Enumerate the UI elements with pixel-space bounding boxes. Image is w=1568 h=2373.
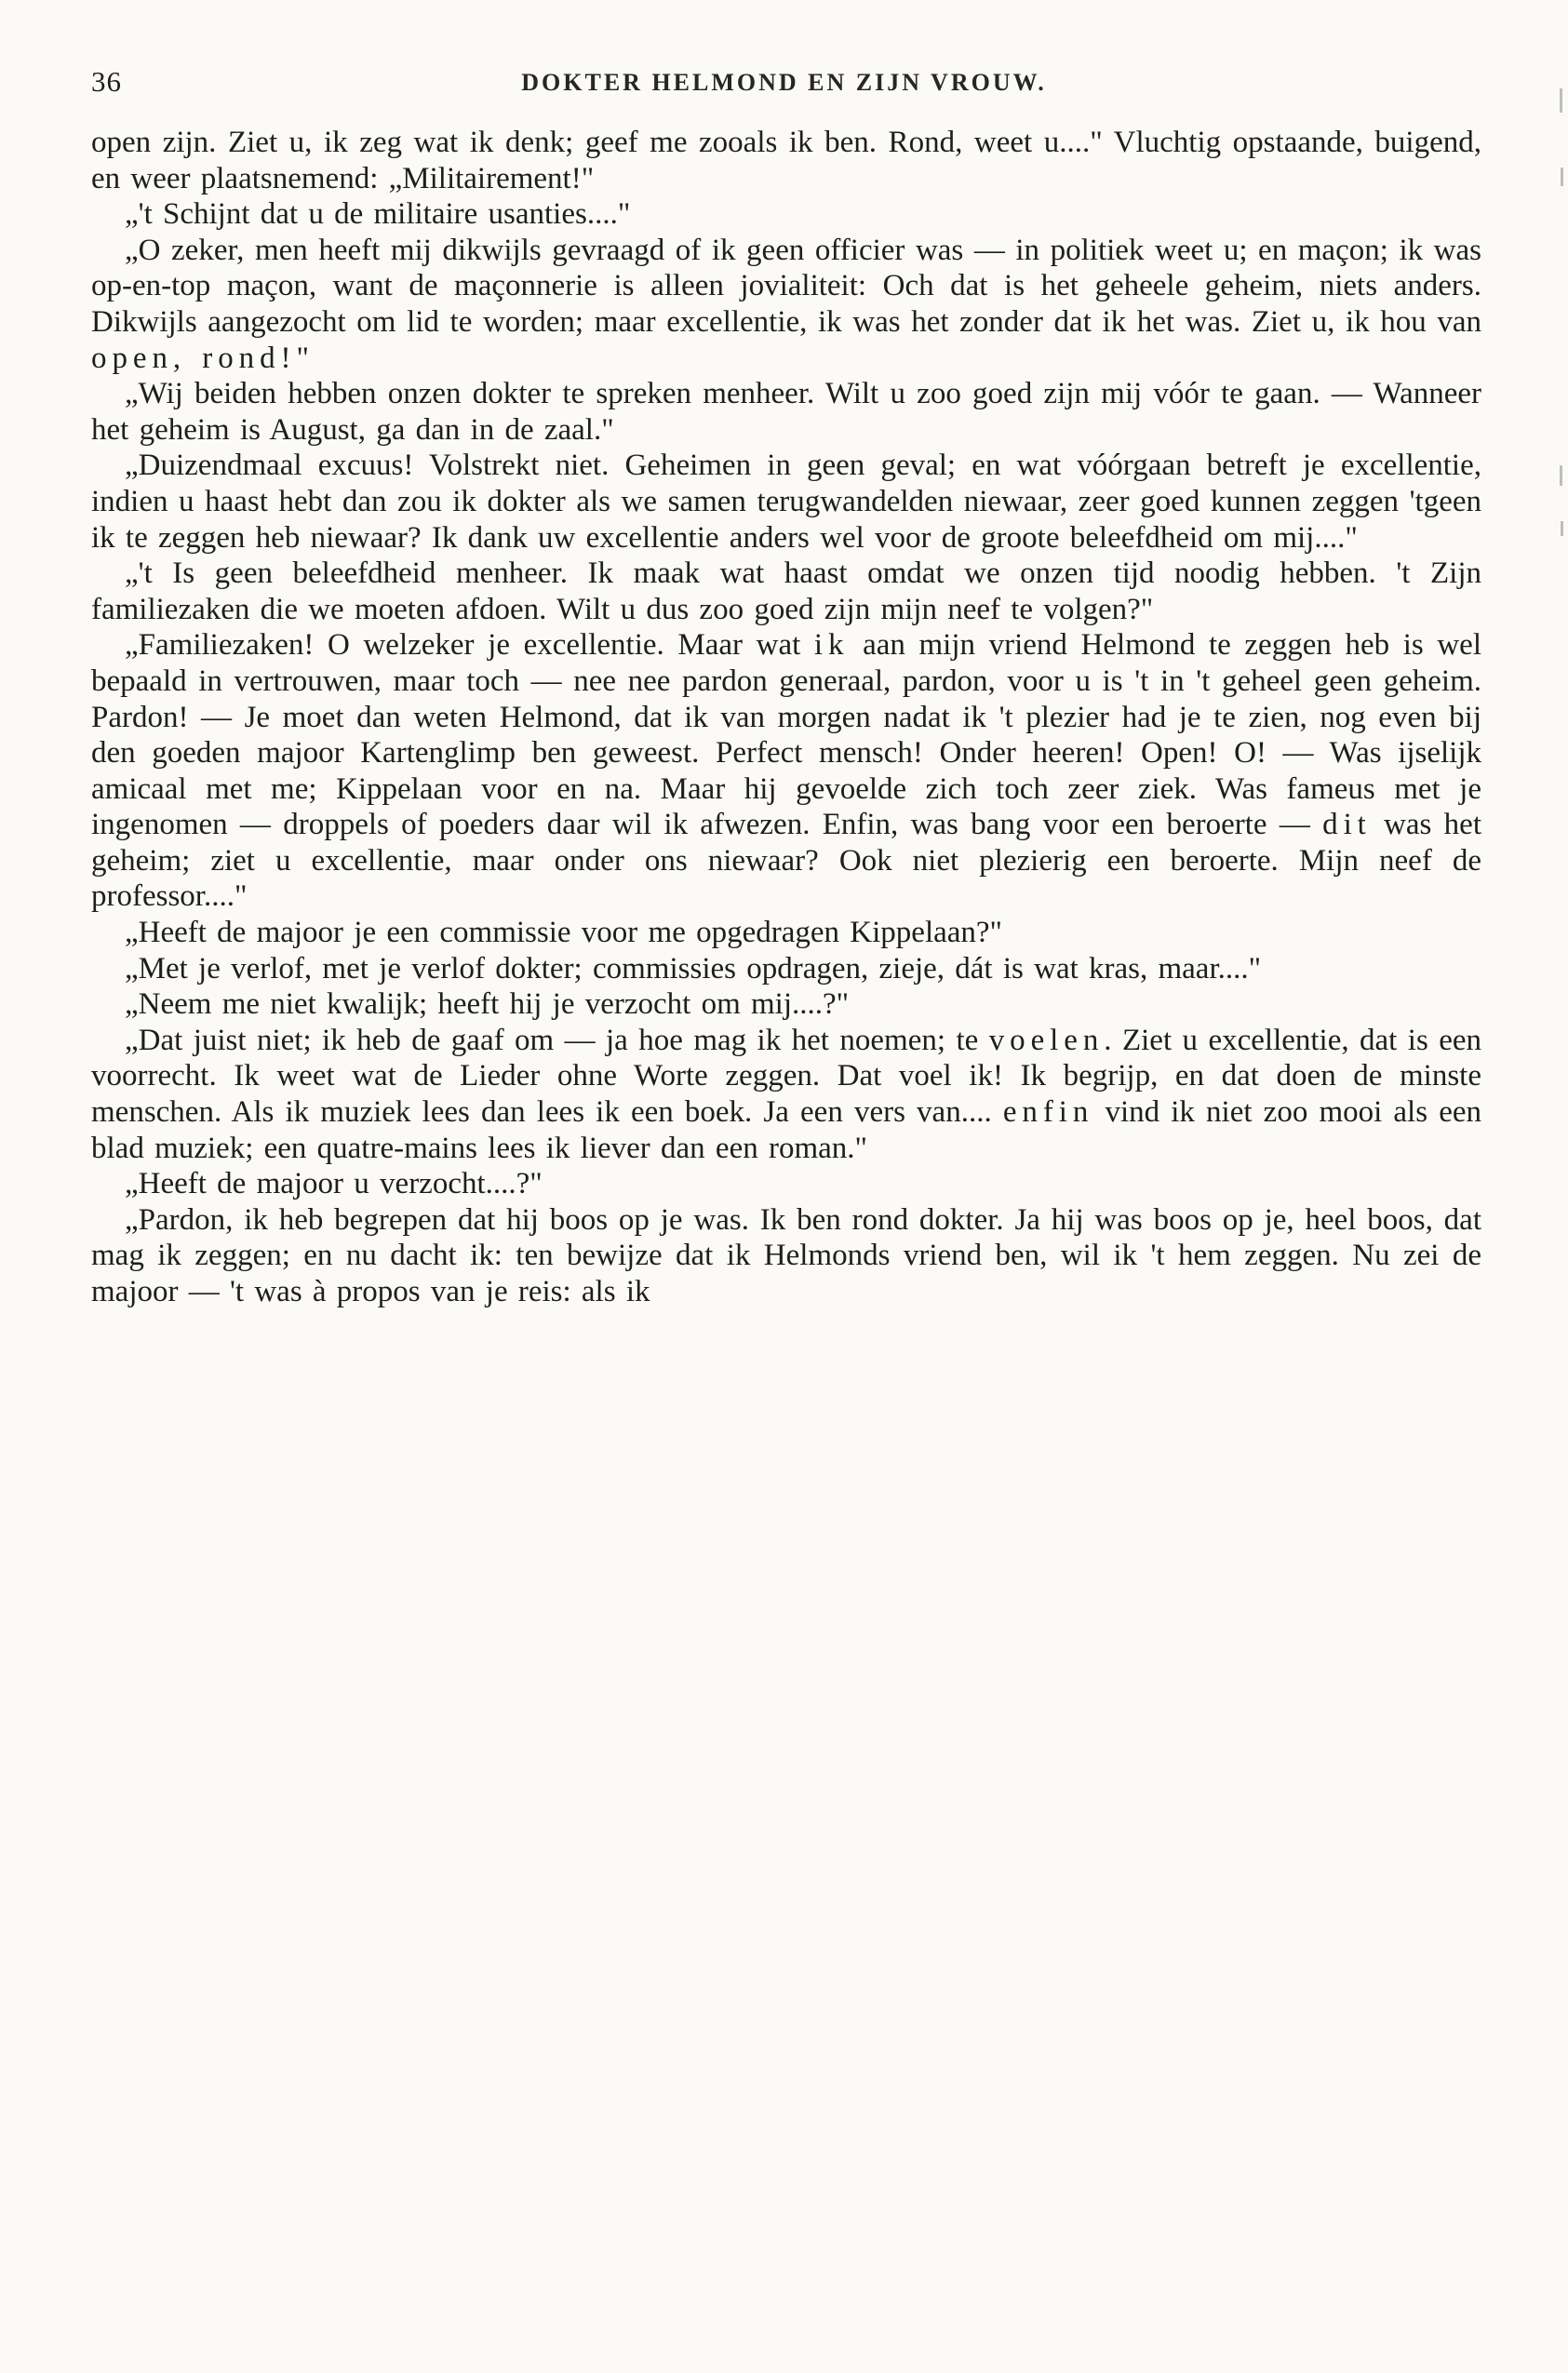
- text-run: „Met je verlof, met je verlof dokter; commissies opdragen, zieje, dát is wat kras, maar....": [125, 951, 1262, 985]
- letterspaced-text: ik: [813, 628, 850, 663]
- text-run: was het geheim; ziet u excellentie, maar onder ons niewaar? Ook niet plezierig een beroerte. Mijn neef de professor....": [91, 808, 1482, 914]
- paragraph: [91, 233, 1481, 376]
- text-run: „O zeker, men heeft mij dikwijls gevraagd of ik geen officier was — in politiek weet u; en maçon; ik was op-en-top maçon, want de maçonnerie is alleen jovialiteit: Och dat is het geheele geheim, niets anders. Dikwijls aangezocht om lid te worden; maar excellentie, ik was het zonder dat ik het was. Ziet u, ik hou van: [91, 233, 1481, 339]
- text-run: aan mijn vriend Helmond te zeggen heb is wel bepaald in vertrouwen, maar toch — nee nee pardon generaal, pardon, voor u is 't in 't geheel geen geheim. Pardon! — Je moet dan weten Helmond, dat ik van morgen nadat ik 't plezier had je te zien, nog even bij den goeden majoor Kartenglimp ben geweest. Perfect mensch! Onder heeren! Open! O! — Was ijselijk amicaal met me; Kippelaan voor en na. Maar hij gevoelde zich toch zeer ziek. Was fameus met je ingenomen — droppels of poeders daar wil ik afwezen. Enfin, was bang voor een beroerte —: [91, 628, 1481, 842]
- text-run: „Pardon, ik heb begrepen dat hij boos op je was. Ik ben rond dokter. Ja hij was boos op je, heel boos, dat mag ik zeggen; en nu dacht ik: ten bewijze dat ik Helmonds vriend ben, wil ik 't hem zeggen. Nu zei de majoor — 't was à propos van je reis: als ik: [91, 1202, 1481, 1308]
- scan-artifact: [1560, 465, 1562, 486]
- text-run: „Duizendmaal excuus! Volstrekt niet. Geheimen in geen geval; en wat vóórgaan betreft je excellentie, indien u haast hebt dan zou ik dokter als we samen terugwandelden niewaar, zeer goed kunnen zeggen 'tgeen ik te zeggen heb niewaar? Ik dank uw excellentie anders wel voor de groote beleefdheid om mij....": [91, 449, 1481, 555]
- text-run: „Familiezaken! O welzeker je excellentie. Maar wat: [125, 628, 814, 663]
- paragraph: [91, 1166, 1481, 1202]
- text-run: „Neem me niet kwalijk; heeft hij je verzocht om mij....?": [125, 987, 850, 1022]
- letterspaced-text: dit: [1322, 808, 1372, 842]
- paragraph: [91, 448, 1481, 556]
- scan-artifact: [1560, 88, 1562, 113]
- scan-artifact: [1561, 168, 1563, 186]
- paragraph: [91, 915, 1481, 951]
- text-run: . Ziet u excellentie, dat is een voorrecht. Ik weet wat de Lieder ohne Worte zeggen. Dat voel ik! Ik begrijp, en dat doen de minste menschen. Als ik muziek lees dan lees ik een boek. Ja een vers van....: [91, 1023, 1482, 1130]
- text-run: „Heeft de majoor u verzocht....?": [125, 1167, 543, 1201]
- running-title: DOKTER HELMOND EN ZIJN VROUW.: [521, 69, 1047, 96]
- paragraph: [91, 125, 1481, 196]
- text-run: „'t Is geen beleefdheid menheer. Ik maak wat haast omdat we onzen tijd noodig hebben. 't Zijn familiezaken die we moeten afdoen. Wilt u dus zoo goed zijn mijn neef te volgen?": [91, 556, 1481, 626]
- paragraph: [91, 951, 1481, 987]
- paragraph: [91, 1202, 1481, 1310]
- text-run: „Wij beiden hebben onzen dokter te spreken menheer. Wilt u zoo goed zijn mij vóór te gaan. — Wanneer het geheim is August, ga dan in de zaal.": [91, 377, 1481, 447]
- text-run: „Heeft de majoor je een commissie voor me opgedragen Kippelaan?": [125, 916, 1003, 950]
- letterspaced-text: open, rond!: [91, 341, 297, 375]
- page-number: 36: [91, 65, 122, 98]
- text-run: vind ik niet zoo mooi als een blad muziek; een quatre-mains lees ik liever dan een roman.": [91, 1095, 1481, 1165]
- paragraph: [91, 986, 1481, 1023]
- paragraph: [91, 376, 1481, 448]
- text-run: „Dat juist niet; ik heb de gaaf om — ja hoe mag ik het noemen; te: [125, 1023, 989, 1057]
- letterspaced-text: voelen: [988, 1023, 1105, 1057]
- paragraph: [91, 627, 1481, 915]
- body-text: [91, 125, 1481, 1310]
- text-run: ": [296, 341, 309, 375]
- paragraph: [91, 196, 1481, 233]
- text-run: open zijn. Ziet u, ik zeg wat ik denk; geef me zooals ik ben. Rond, weet u...." Vluchtig opstaande, buigend, en weer plaatsnemend: „Militairement!": [91, 126, 1481, 195]
- letterspaced-text: enfin: [1002, 1095, 1094, 1130]
- paragraph: [91, 1023, 1481, 1166]
- paragraph: [91, 556, 1481, 627]
- text-run: „'t Schijnt dat u de militaire usanties....": [125, 197, 631, 232]
- scan-artifact: [1561, 521, 1563, 536]
